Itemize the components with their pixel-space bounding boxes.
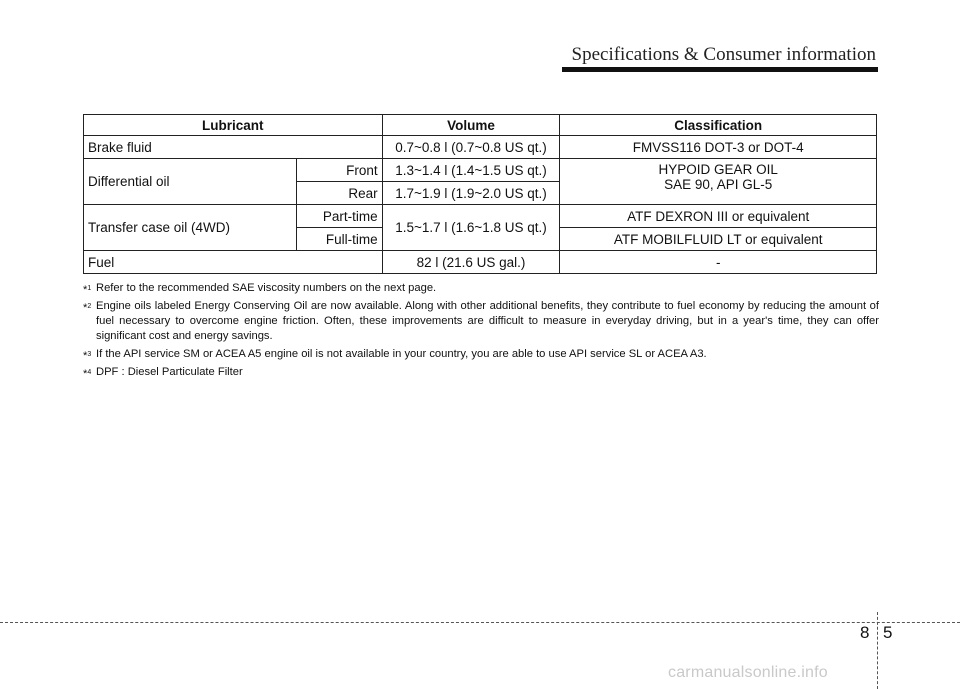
table-row [84,159,877,182]
differential-front-volume: 1.3~1.4 l (1.4~1.5 US qt.) [382,159,560,182]
transfer-parttime-label: Part-time [296,205,382,228]
transfer-parttime-classification: ATF DEXRON III or equivalent [560,205,877,228]
footnote-mark: *$^4$ [83,368,92,380]
fuel-label: Fuel [84,251,383,274]
page-header-title: Specifications & Consumer information [571,44,876,65]
table-row [84,136,877,159]
footnote-text: DPF : Diesel Particulate Filter [96,366,243,378]
differential-front-label: Front [296,159,382,182]
transfer-fulltime-classification: ATF MOBILFLUID LT or equivalent [560,228,877,251]
table-row [84,205,877,228]
transfer-case-label: Transfer case oil (4WD) [84,205,297,251]
footnote-mark: *$^3$ [83,350,92,362]
footer-dashed-rule [0,622,960,623]
col-header-classification: Classification [560,115,877,136]
fuel-classification: - [560,251,877,274]
footnotes [83,281,879,380]
brake-fluid-volume: 0.7~0.8 l (0.7~0.8 US qt.) [382,136,560,159]
lubricant-spec-table [83,114,877,274]
differential-rear-volume: 1.7~1.9 l (1.9~2.0 US qt.) [382,182,560,205]
footnote [83,347,879,362]
header-rule [562,67,878,72]
transfer-case-volume: 1.5~1.7 l (1.6~1.8 US qt.) [382,205,560,251]
brake-fluid-classification: FMVSS116 DOT-3 or DOT-4 [560,136,877,159]
footnote [83,365,879,380]
footnote-mark: *$^1$ [83,284,92,296]
footnote-mark: *$^2$ [83,302,92,314]
brake-fluid-label: Brake fluid [84,136,383,159]
differential-classification-line1: HYPOID GEAR OIL [658,162,778,177]
transfer-fulltime-label: Full-time [296,228,382,251]
differential-rear-label: Rear [296,182,382,205]
footnote-text: Engine oils labeled Energy Conserving Oil are now available. Along with other additional benefits, they contribute to fuel economy by reducing the amount of fuel necessary to overcome engine friction. Often, these improvements are difficult to measure in everyday driving, but in a year's time, they can offer significant cost and energy savings. [96,300,879,342]
footer-vertical-dashed-rule [877,612,878,689]
chapter-number: 8 [860,623,870,642]
differential-oil-label: Differential oil [84,159,297,205]
page-number: 5 [883,623,893,642]
table-header-row [84,115,877,136]
fuel-volume: 82 l (21.6 US gal.) [382,251,560,274]
col-header-volume: Volume [382,115,560,136]
table-row [84,251,877,274]
differential-classification [560,159,877,205]
footnote-text: Refer to the recommended SAE viscosity numbers on the next page. [96,282,437,294]
differential-classification-line2: SAE 90, API GL-5 [664,177,773,192]
watermark: carmanualsonline.info [668,664,828,681]
col-header-lubricant: Lubricant [84,115,383,136]
footnote-text: If the API service SM or ACEA A5 engine oil is not available in your country, you are able to use API service SL or ACEA A3. [96,348,707,360]
footnote [83,281,879,296]
footnote [83,299,879,344]
